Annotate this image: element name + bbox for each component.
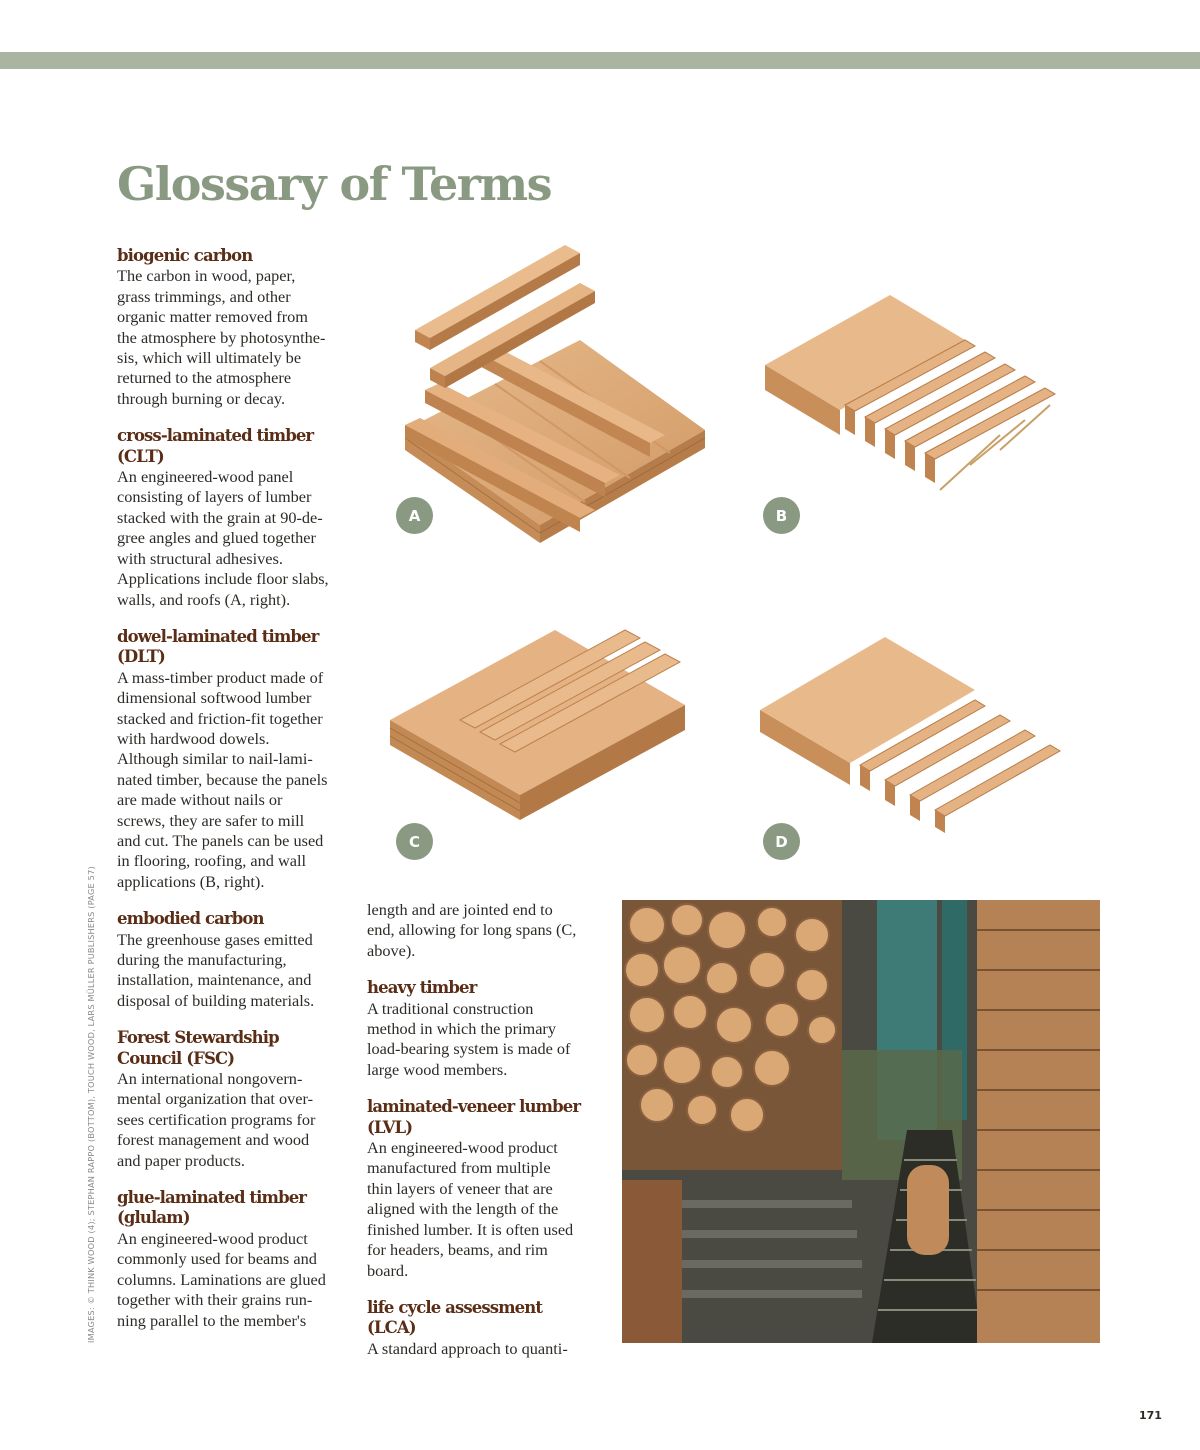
glossary-definition: A traditional construction method in which the primary load-bearing system is made of large wood members. [367,998,571,1079]
nlt-panel-illustration [750,625,1080,835]
glossary-term: life cycle assessment (LCA) [367,1297,543,1338]
glulam-illustration [380,625,710,825]
page-number: 171 [1139,1409,1162,1422]
glossary-term: Forest Stewardship Council (FSC) [117,1028,279,1068]
glossary-definition: The carbon in wood, paper, grass trimmings, and other organic matter removed from the atmosphere by photosynthe- sis, which will ultimately be returned to the atmosphere through burning or decay. [117,266,326,408]
clt-panel-illustration [380,240,720,550]
glossary-definition: A mass-timber product made of dimensional softwood lumber stacked and friction-fit together with hardwood dowels. Although similar to nail-lami- nated timber, because the panels are made without nails or screws, they are safer to mill and cut. The panels can be used in flooring, roofing, and wall applications (B, right). [117,667,328,891]
image-credit: IMAGES: © THINK WOOD (4); STEPHAN RAPPO (BOTTOM), TOUCH WOOD, LARS MÜLLER PUBLISHERS (PAGE 57) [86,866,96,1343]
glossary-entry [117,1028,339,1171]
glossary-definition: The greenhouse gases emitted during the manufacturing, installation, maintenance, and disposal of building materials. [117,929,315,1010]
glossary-entry [117,426,339,610]
glossary-column-2 [367,900,587,1376]
sawmill-photo [622,900,1100,1343]
dlt-panel-illustration [750,285,1080,505]
glossary-entry [367,978,587,1080]
glossary-definition: An engineered-wood product commonly used for beams and columns. Laminations are glued together with their grains run- ning parallel to the member's [117,1228,326,1330]
glossary-definition: An engineered-wood panel consisting of layers of lumber stacked with the grain at 90-de- gree angles and glued together with structural adhesives. Applications include floor slabs, walls, and roofs (A, right). [117,467,329,609]
glossary-entry [117,246,339,409]
glossary-column-1 [117,246,339,1348]
glossary-entry [367,1298,587,1359]
glossary-term: dowel-laminated timber (DLT) [117,626,319,667]
glossary-definition: An international nongovern- mental organization that over- sees certification programs for forest management and wood and paper products. [117,1069,316,1170]
page-title: Glossary of Terms [117,157,552,211]
glossary-definition: An engineered-wood product manufactured from multiple thin layers of veneer that are aligned with the length of the finished lumber. It is often used for headers, beams, and rim board. [367,1138,574,1280]
glossary-definition: length and are jointed end to end, allowing for long spans (C, above). [367,900,577,960]
glossary-entry [367,1097,587,1281]
glossary-term: embodied carbon [117,909,264,929]
glossary-term: heavy timber [367,978,477,998]
glossary-term: cross-laminated timber (CLT) [117,426,314,466]
glossary-entry [117,627,339,892]
illustration-badge: D [763,823,800,860]
illustration-badge: C [396,823,433,860]
glossary-term: glue-laminated timber (glulam) [117,1188,307,1228]
illustration-badge: B [763,497,800,534]
glossary-term: laminated-veneer lumber (LVL) [367,1097,581,1137]
glossary-continuation [367,900,587,961]
top-accent-rule [0,52,1200,69]
glossary-entry [117,909,339,1011]
glossary-term: biogenic carbon [117,246,253,265]
glossary-entry [117,1188,339,1331]
glossary-definition: A standard approach to quanti- [367,1338,568,1358]
illustration-badge: A [396,497,433,534]
